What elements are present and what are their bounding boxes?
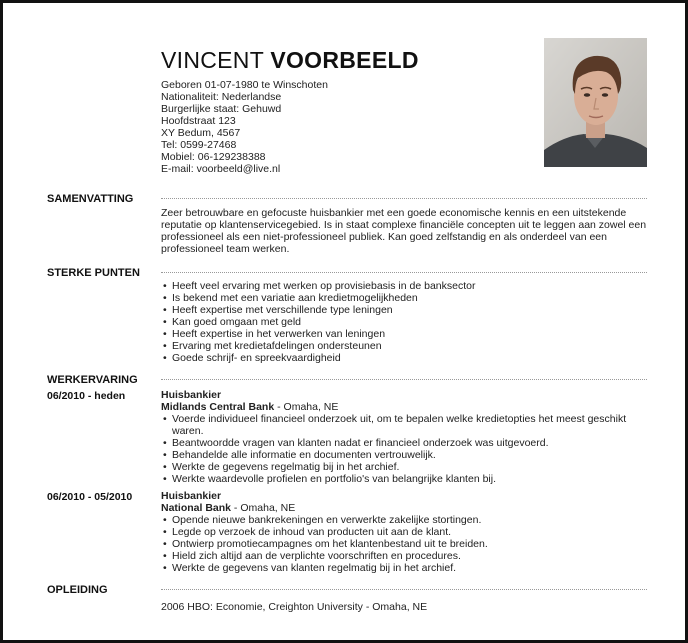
job-1-employer-line	[161, 401, 647, 413]
job-1	[161, 389, 647, 485]
job-1-dates: 06/2010 - heden	[47, 390, 126, 402]
list-item: • Goede schrijf- en spreekvaardigheid	[161, 352, 647, 364]
list-item: • Opende nieuwe bankrekeningen en verwerkte zakelijke stortingen.	[161, 514, 647, 526]
portrait-photo-icon	[544, 38, 647, 167]
list-item: • Legde op verzoek de inhoud van producten uit aan de klant.	[161, 526, 647, 538]
list-item: • Ontwierp promotiecampagnes om het klantenbestand uit te breiden.	[161, 538, 647, 550]
education-title: OPLEIDING	[47, 584, 108, 596]
experience-divider	[161, 379, 647, 380]
summary-divider	[161, 198, 647, 199]
list-item: • Hield zich altijd aan de verplichte voorschriften en procedures.	[161, 550, 647, 562]
education-divider	[161, 589, 647, 590]
job-2-title: Huisbankier	[161, 490, 222, 502]
list-item: • Behandelde alle informatie en documenten vertrouwelijk.	[161, 449, 647, 461]
contact-phone: Tel: 0599-27468	[161, 139, 237, 151]
contact-email: E-mail: voorbeeld@live.nl	[161, 163, 281, 175]
list-item: • Werkte de gegevens regelmatig bij in het archief.	[161, 461, 647, 473]
contact-details	[161, 79, 328, 175]
list-item: • Voerde individueel financieel onderzoek uit, om te bepalen welke kredietopties het meest geschikt waren.	[161, 413, 647, 437]
list-item: • Heeft expertise met verschillende type leningen	[161, 304, 647, 316]
list-item: • Werkte de gegevens van klanten regelmatig bij in het archief.	[161, 562, 647, 574]
strengths-list	[161, 280, 647, 364]
portrait-photo	[544, 38, 647, 167]
strengths-title: STERKE PUNTEN	[47, 267, 140, 279]
list-item: • Ervaring met kredietafdelingen ondersteunen	[161, 340, 647, 352]
education-text: 2006 HBO: Economie, Creighton University - Omaha, NE	[161, 601, 428, 613]
summary-text: Zeer betrouwbare en gefocuste huisbankier met een goede economische kennis en een uitstekende reputatie op klantenservicegebied. Is in staat complexe financiële concepten uit te leggen aan zowel een professioneel als een niet-professioneel publiek. Kan goed zelfstandig en als onderdeel van een professioneel team werken.	[161, 207, 647, 255]
contact-birth: Geboren 01-07-1980 te Winschoten	[161, 79, 328, 91]
candidate-name	[161, 47, 419, 74]
list-item: • Beantwoordde vragen van klanten nadat er financieel onderzoek was uitgevoerd.	[161, 437, 647, 449]
job-2-employer-line	[161, 502, 647, 514]
job-2	[161, 490, 647, 574]
first-name: VINCENT	[161, 47, 264, 73]
contact-mobile: Mobiel: 06-129238388	[161, 151, 266, 163]
list-item: • Kan goed omgaan met geld	[161, 316, 647, 328]
job-2-employer: National Bank	[161, 502, 232, 514]
list-item: • Heeft veel ervaring met werken op provisiebasis in de banksector	[161, 280, 647, 292]
experience-title: WERKERVARING	[47, 374, 138, 386]
job-2-dates: 06/2010 - 05/2010	[47, 491, 133, 503]
job-1-title: Huisbankier	[161, 389, 222, 401]
strengths-divider	[161, 272, 647, 273]
list-item: • Heeft expertise in het verwerken van leningen	[161, 328, 647, 340]
contact-city: XY Bedum, 4567	[161, 127, 241, 139]
summary-title: SAMENVATTING	[47, 193, 134, 205]
job-2-location: - Omaha, NE	[231, 502, 296, 514]
job-1-employer: Midlands Central Bank	[161, 401, 275, 413]
contact-marital-status: Burgerlijke staat: Gehuwd	[161, 103, 282, 115]
job-1-location: - Omaha, NE	[274, 401, 339, 413]
list-item: • Werkte waardevolle profielen en portfolio's van belangrijke klanten bij.	[161, 473, 647, 485]
list-item: • Is bekend met een variatie aan kredietmogelijkheden	[161, 292, 647, 304]
last-name: VOORBEELD	[270, 47, 419, 73]
contact-street: Hoofdstraat 123	[161, 115, 236, 127]
contact-nationality: Nationaliteit: Nederlandse	[161, 91, 282, 103]
